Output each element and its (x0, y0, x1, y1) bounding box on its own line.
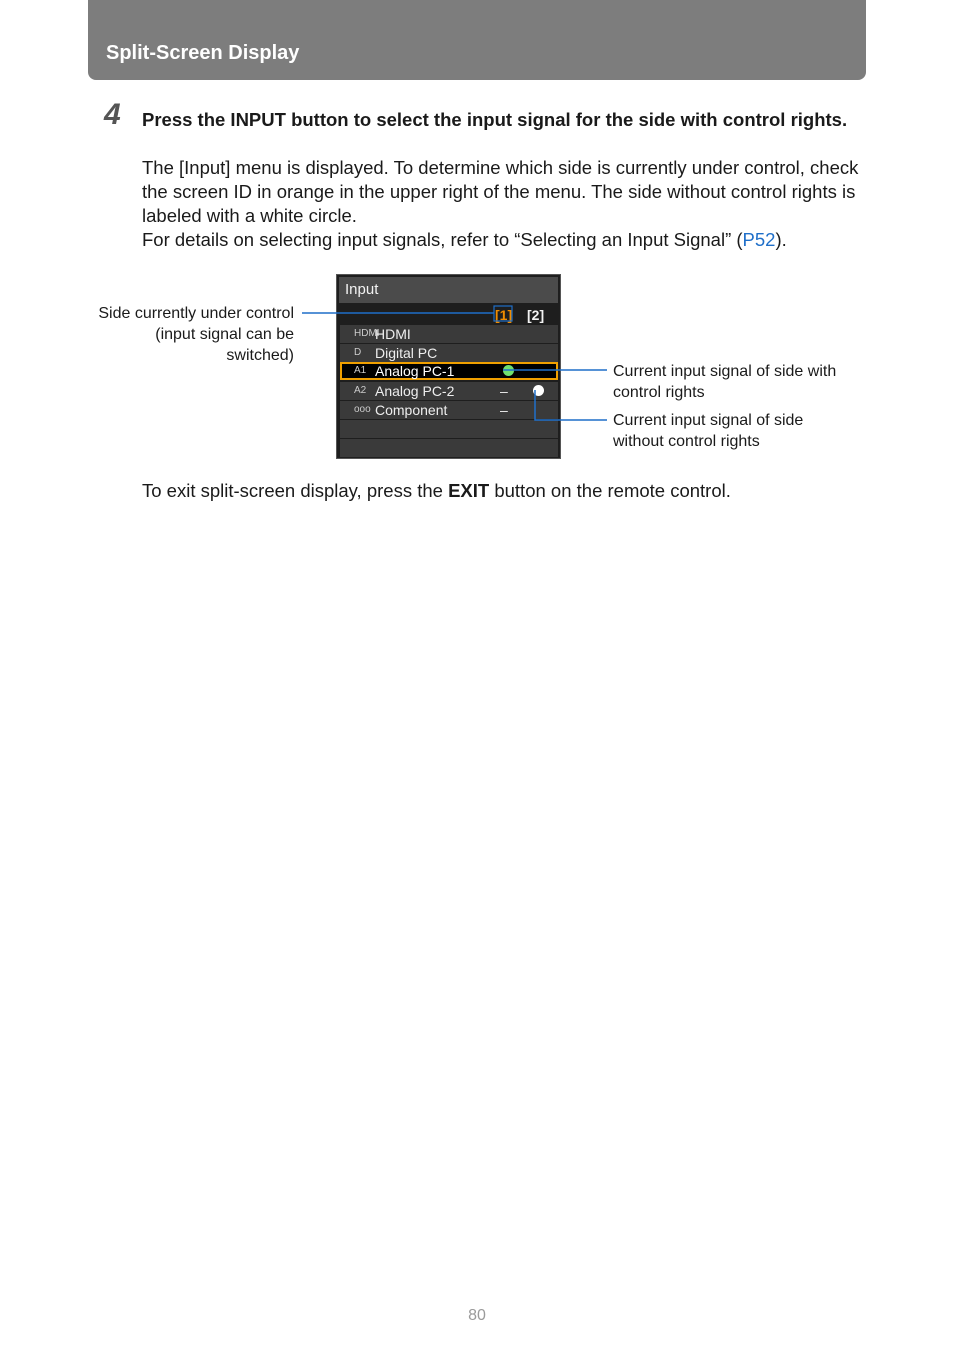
no-signal-dash: – (500, 402, 508, 418)
step-number: 4 (104, 98, 121, 131)
analog-pc-1-icon: A1 (354, 365, 367, 376)
section-title: Split-Screen Display (106, 42, 300, 64)
ref-text-prefix: For details on selecting input signals, refer to “Selecting an Input Signal” ( (142, 229, 743, 250)
page-number: 80 (468, 1307, 486, 1324)
exit-button-name: EXIT (448, 480, 490, 501)
menu-title: Input (339, 277, 558, 303)
screen-id-1: [1] (495, 307, 513, 323)
hdmi-icon: HDMI (354, 328, 380, 339)
digital-pc-icon: D (354, 347, 362, 358)
screen-id-2-label: 2 (531, 307, 540, 323)
callout-control-signal: Current input signal of side with control rights (613, 363, 837, 401)
ref-text-suffix: ). (775, 229, 787, 250)
exit-prefix: To exit split-screen display, press the (142, 480, 449, 501)
menu-item-label: Analog PC-2 (375, 383, 455, 399)
exit-suffix: button on the remote control. (489, 480, 731, 501)
callout-line-other-signal (535, 390, 607, 420)
callout-lines (0, 0, 954, 600)
screen-id-1-label: 1 (499, 307, 508, 323)
component-icon: ooo (354, 404, 371, 415)
no-signal-dash: – (500, 383, 508, 399)
exit-instruction (142, 479, 731, 503)
page-reference-link[interactable]: P52 (742, 229, 776, 250)
menu-item-label: Digital PC (375, 345, 438, 361)
callout-other-signal: Current input signal of side without control rights (613, 412, 804, 450)
callout-target-box (494, 306, 512, 321)
screen-id-2: [2] (527, 307, 545, 323)
menu-item-label: HDMI (375, 326, 411, 342)
analog-pc-2-icon: A2 (354, 385, 367, 396)
step-heading: Press the INPUT button to select the input signal for the side with control rights. (142, 109, 848, 130)
menu-item-label: Analog PC-1 (375, 363, 455, 379)
callout-control-side: Side currently under control (input signal can be switched) (98, 305, 294, 364)
menu-item-label: Component (375, 402, 448, 418)
step-paragraph-1: The [Input] menu is displayed. To determine which side is currently under control, check the screen ID in orange in the upper right of the menu. The side without control rights is labeled with a white circle. (142, 157, 859, 226)
